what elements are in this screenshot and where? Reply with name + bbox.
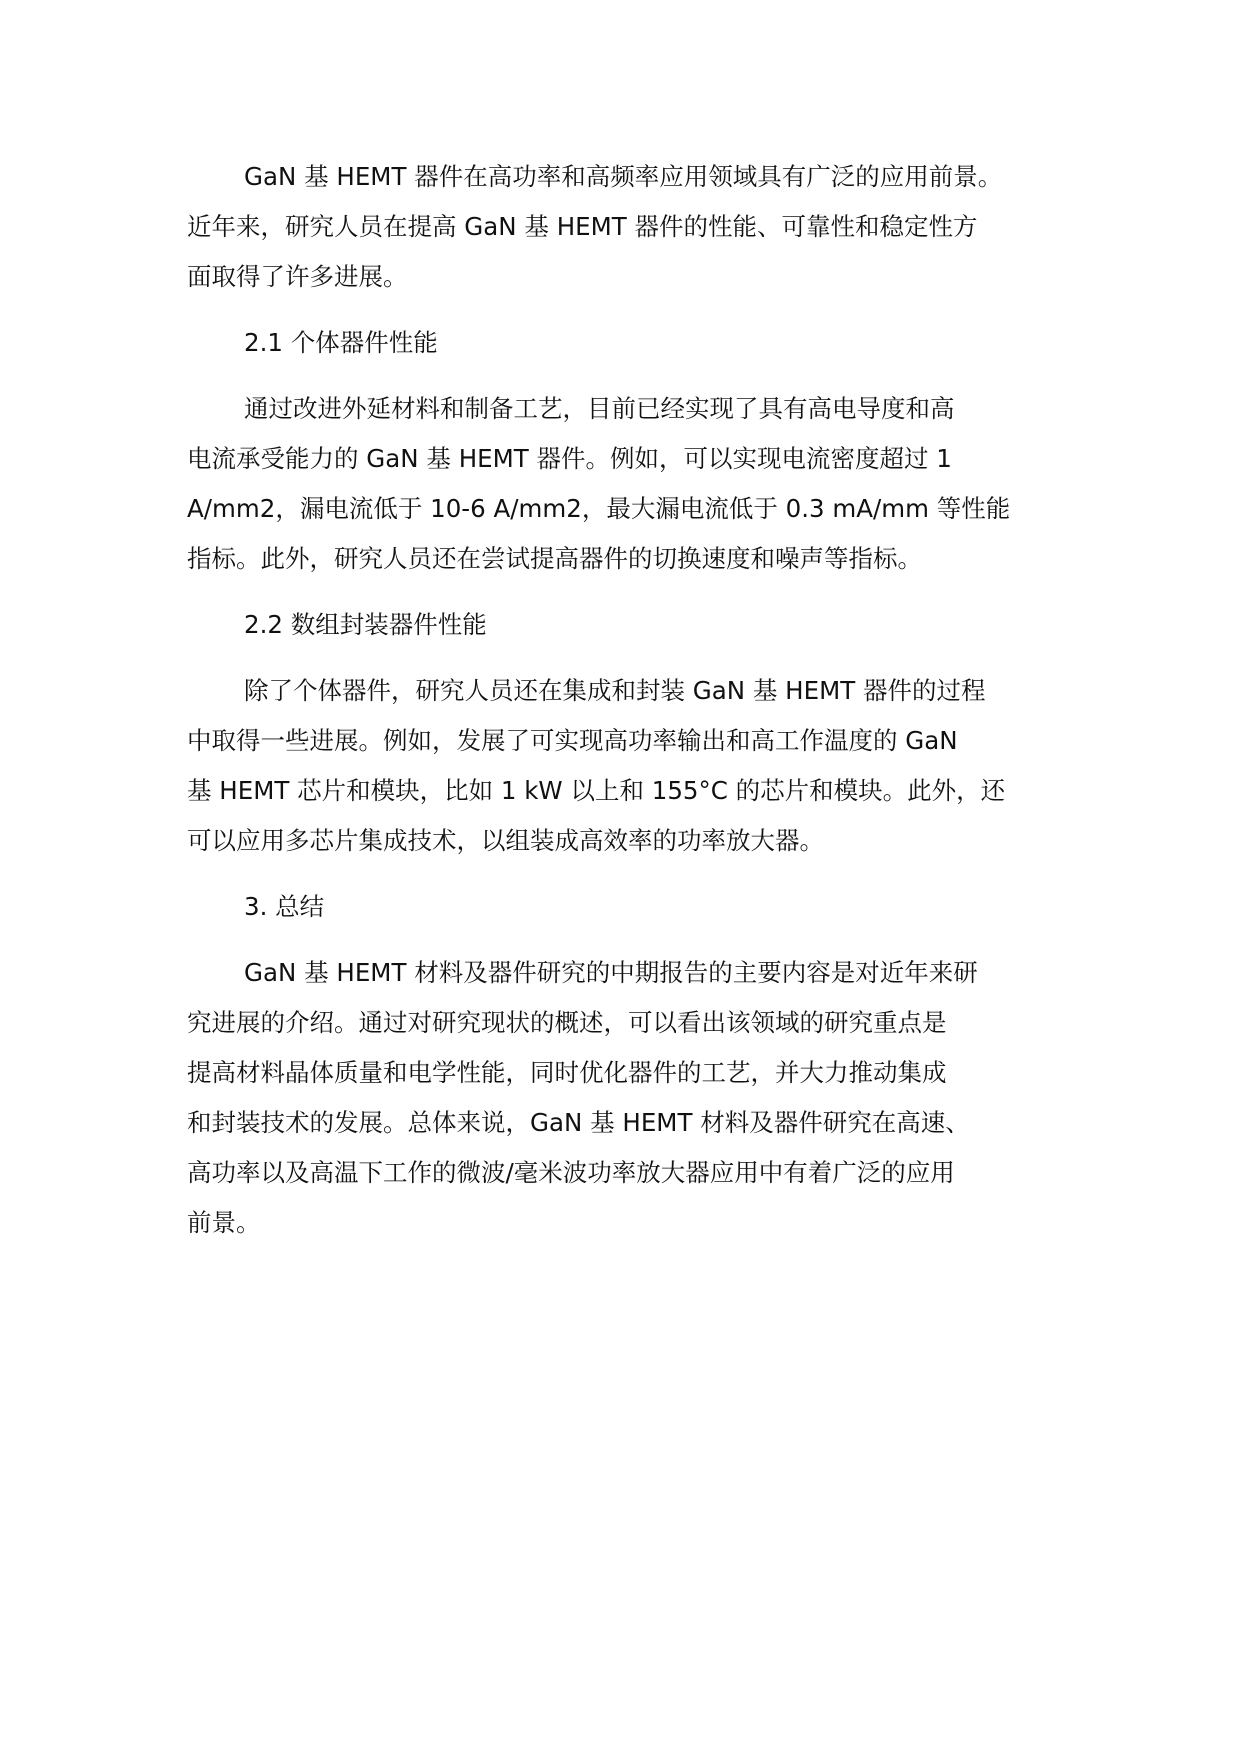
- text-line: 和封装技术的发展。总体来说，GaN 基 HEMT 材料及器件研究在高速、: [187, 1108, 970, 1137]
- text-line: 电流承受能力的 GaN 基 HEMT 器件。例如，可以实现电流密度超过 1: [187, 444, 952, 473]
- section-heading-2-2: [187, 600, 1087, 650]
- text-line: 究进展的介绍。通过对研究现状的概述，可以看出该领域的研究重点是: [187, 1008, 947, 1037]
- text-line: 除了个体器件，研究人员还在集成和封装 GaN 基 HEMT 器件的过程: [244, 676, 986, 705]
- text-line: 可以应用多芯片集成技术，以组装成高效率的功率放大器。: [187, 826, 824, 855]
- text-line: 中取得一些进展。例如，发展了可实现高功率输出和高工作温度的 GaN: [187, 726, 958, 755]
- section-heading-3: [187, 882, 1087, 932]
- text-line: GaN 基 HEMT 器件在高功率和高频率应用领域具有广泛的应用前景。: [244, 162, 1003, 191]
- document-body: [187, 152, 1087, 1264]
- text-line: 指标。此外，研究人员还在尝试提高器件的切换速度和噪声等指标。: [187, 544, 922, 573]
- section-heading-text: 2.1 个体器件性能: [244, 328, 438, 357]
- text-line: 基 HEMT 芯片和模块，比如 1 kW 以上和 155°C 的芯片和模块。此外，还: [187, 776, 1006, 805]
- text-line: 前景。: [187, 1208, 261, 1237]
- section-heading-text: 3. 总结: [244, 892, 325, 921]
- text-line: 近年来，研究人员在提高 GaN 基 HEMT 器件的性能、可靠性和稳定性方: [187, 212, 978, 241]
- text-line: 面取得了许多进展。: [187, 262, 408, 291]
- section-heading-2-1: [187, 318, 1087, 368]
- section-2-2-paragraph: [187, 666, 1087, 866]
- text-line: 提高材料晶体质量和电学性能，同时优化器件的工艺，并大力推动集成: [187, 1058, 947, 1087]
- intro-paragraph: [187, 152, 1087, 302]
- conclusion-paragraph: [187, 948, 1087, 1248]
- section-heading-text: 2.2 数组封装器件性能: [244, 610, 487, 639]
- section-2-1-paragraph: [187, 384, 1087, 584]
- text-line: GaN 基 HEMT 材料及器件研究的中期报告的主要内容是对近年来研: [244, 958, 978, 987]
- text-line: A/mm2，漏电流低于 10-6 A/mm2，最大漏电流低于 0.3 mA/mm 等性能: [187, 494, 1011, 523]
- text-line: 通过改进外延材料和制备工艺，目前已经实现了具有高电导度和高: [244, 394, 955, 423]
- text-line: 高功率以及高温下工作的微波/毫米波功率放大器应用中有着广泛的应用: [187, 1158, 955, 1187]
